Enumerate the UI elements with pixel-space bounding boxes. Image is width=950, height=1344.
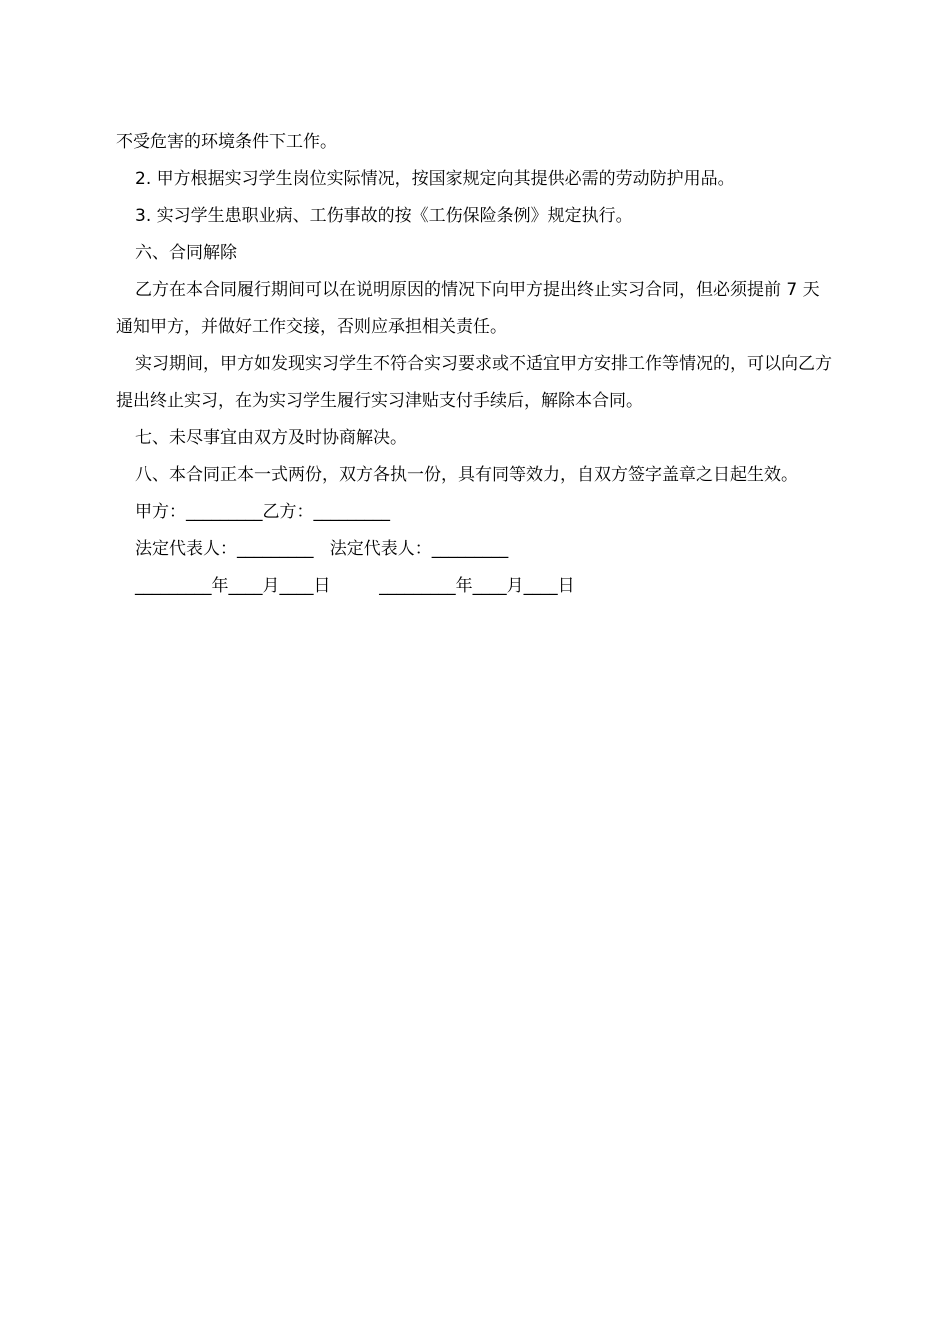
paragraph-party-b-termination: 乙方在本合同履行期间可以在说明原因的情况下向甲方提出终止实习合同，但必须提前 7 天通知甲方，并做好工作交接，否则应承担相关责任。 <box>116 280 820 337</box>
paragraph-clause-2: 2. 甲方根据实习学生岗位实际情况，按国家规定向其提供必需的劳动防护用品。 <box>135 169 735 189</box>
contract-body <box>116 124 836 605</box>
section-heading-copies-effect: 八、本合同正本一式两份，双方各执一份，具有同等效力，自双方签字盖章之日起生效。 <box>135 465 798 485</box>
section-heading-unresolved-matters: 七、未尽事宜由双方及时协商解决。 <box>135 428 407 448</box>
paragraph-party-a-termination: 实习期间，甲方如发现实习学生不符合实习要求或不适宜甲方安排工作等情况的，可以向乙方提出终止实习，在为实习学生履行实习津贴支付手续后，解除本合同。 <box>116 354 832 411</box>
signature-parties: 甲方：_________乙方：_________ <box>135 502 390 522</box>
paragraph-clause-3: 3. 实习学生患职业病、工伤事故的按《工伤保险条例》规定执行。 <box>135 206 633 226</box>
signature-representatives: 法定代表人：_________ 法定代表人：_________ <box>135 539 509 559</box>
signature-dates: _________年____月____日 _________年____月____日 <box>135 576 575 596</box>
paragraph-continuation: 不受危害的环境条件下工作。 <box>116 132 337 152</box>
section-heading-termination: 六、合同解除 <box>135 243 237 263</box>
